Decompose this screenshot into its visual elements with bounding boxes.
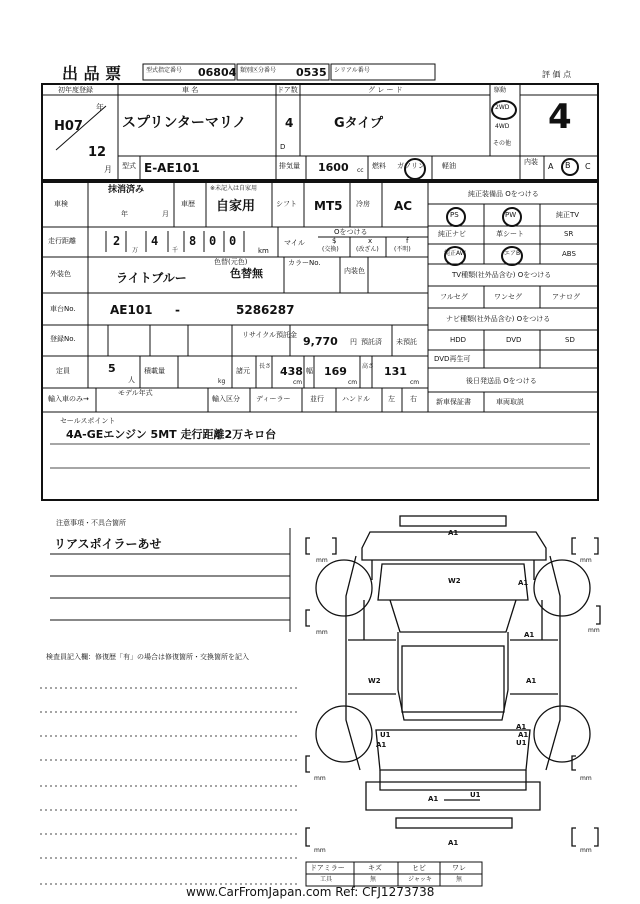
mm-6: mm xyxy=(580,775,592,782)
left-label: 左 xyxy=(388,395,395,403)
load-label: 積載量 xyxy=(144,367,165,375)
mile-opt-2: x xyxy=(368,237,373,245)
mark-right-door-rear: A1 xyxy=(526,677,537,685)
mileage-digit-5: 0 xyxy=(229,234,237,248)
recycle-value: 9,770 xyxy=(303,335,338,348)
mile-opt-3-label: (不明) xyxy=(394,246,411,253)
chassis-label: 車台No. xyxy=(50,305,76,313)
first-reg-year-unit: 年 xyxy=(96,103,104,112)
model-value: E-AE101 xyxy=(144,161,200,175)
legend-crack: ヒビ xyxy=(412,864,426,872)
mark-rear-trunk: A1 xyxy=(448,839,459,847)
interior-c: C xyxy=(585,162,591,171)
fuel-gas-circle xyxy=(404,158,426,180)
recycle-unpaid: 未預託 xyxy=(396,338,417,346)
equip-leather: 革シート xyxy=(496,230,524,238)
width-label: 幅 xyxy=(306,367,313,375)
height-value: 131 xyxy=(384,365,407,378)
later-warranty: 新車保証書 xyxy=(436,398,471,406)
recycle-label: リサイクル預託金 xyxy=(242,331,298,339)
legend-mirror: ドアミラー xyxy=(310,864,345,872)
mileage-digit-1: 2 xyxy=(113,234,121,248)
tv-analog: アナログ xyxy=(552,293,580,301)
color-change-value: 色替無 xyxy=(230,267,263,280)
usage-note: ※未記入は自家用 xyxy=(210,185,258,192)
length-value: 438 xyxy=(280,365,303,378)
score-value: 4 xyxy=(548,97,572,137)
model-year-label: モデル年式 xyxy=(118,389,153,397)
navi-dvd: DVD xyxy=(506,336,522,344)
class-label: 類別区分番号 xyxy=(240,67,277,74)
mileage-label: 走行距離 xyxy=(48,237,76,245)
car-name-label: 車 名 xyxy=(182,86,199,94)
reg-label: 登録No. xyxy=(50,335,76,343)
legend-break: ワレ xyxy=(452,864,466,872)
mark-right-rear-a1: A1 xyxy=(516,723,527,731)
grade-value: Gタイプ xyxy=(334,116,384,131)
fuel-diesel: 軽油 xyxy=(442,162,456,170)
mile-opt-1: $ xyxy=(332,237,337,245)
notes-text: リアスポイラーあせ xyxy=(54,537,162,551)
mark-front-right: A1 xyxy=(518,579,529,587)
dims-label: 諸元 xyxy=(236,367,250,375)
capacity-unit: 人 xyxy=(128,376,135,384)
mm-7: mm xyxy=(314,847,326,854)
shaken-year-unit: 年 xyxy=(121,210,128,218)
legend-jack: ジャッキ xyxy=(408,876,432,883)
serial-label: シリアル番号 xyxy=(334,67,370,74)
mark-right-rear-u1: U1 xyxy=(516,739,527,747)
mile-opt-3: f xyxy=(406,237,409,245)
equip-tv: 純正TV xyxy=(556,211,580,219)
parallel-label: 並行 xyxy=(310,395,324,403)
notes-label: 注意事項・不具合箇所 xyxy=(56,519,126,527)
man-unit: 万 xyxy=(132,247,139,254)
form-title: 出 品 票 xyxy=(62,64,122,83)
mile-opt-1-label: (交換) xyxy=(322,246,339,253)
later-manual: 車両取説 xyxy=(496,398,524,406)
mark-left-rear-a1: A1 xyxy=(376,741,387,749)
shaken-label: 車検 xyxy=(54,200,68,208)
mm-8: mm xyxy=(580,847,592,854)
mark-left-rear-u1: U1 xyxy=(380,731,391,739)
displacement-label: 排気量 xyxy=(279,162,300,170)
later-title: 後日発送品 Oをつける xyxy=(466,377,537,385)
km-unit: km xyxy=(258,247,269,255)
mile-label: マイル xyxy=(284,239,305,247)
mark-left-door: W2 xyxy=(368,677,381,685)
mile-circle-hint: Oをつける xyxy=(334,228,368,236)
mm-3: mm xyxy=(316,629,328,636)
mm-1: mm xyxy=(316,557,328,564)
doors-value: 4 xyxy=(285,116,294,130)
color-no-label: カラーNo. xyxy=(288,259,321,267)
ac-label: 冷房 xyxy=(356,200,370,208)
import-class-label: 輸入区分 xyxy=(212,395,240,403)
interior-label: 内装 xyxy=(524,158,538,166)
drive-4wd: 4WD xyxy=(495,123,510,130)
legend-jack-value: 無 xyxy=(456,876,463,883)
first-reg-era: H07 xyxy=(54,119,83,134)
type-cert-label: 型式指定番号 xyxy=(146,67,183,74)
height-label: 高さ xyxy=(362,363,375,370)
width-value: 169 xyxy=(324,365,347,378)
interior-color-label: 内装色 xyxy=(344,267,365,275)
mark-right-door-front: A1 xyxy=(524,631,535,639)
mark-right-rear-a1-2: A1 xyxy=(518,731,529,739)
doors-label: ドア数 xyxy=(277,86,298,94)
drive-other: その他 xyxy=(493,140,512,147)
mm-2: mm xyxy=(580,557,592,564)
equip-pw: PW xyxy=(505,211,517,219)
load-unit: kg xyxy=(218,378,226,385)
color-label: 外装色 xyxy=(50,270,71,278)
mark-rear-bumper-u1: U1 xyxy=(470,791,481,799)
sales-point-text: 4A-GEエンジン 5MT 走行距離2万キロ台 xyxy=(66,428,277,441)
doors-unit: D xyxy=(280,143,286,151)
legend-scratch: キズ xyxy=(368,864,382,872)
first-reg-month-unit: 月 xyxy=(104,165,112,174)
equip-ps: PS xyxy=(450,211,459,219)
inspector-label: 検査員記入欄：修復歴「有」の場合は修復箇所・交換箇所を記入 xyxy=(46,653,249,661)
first-reg-month: 12 xyxy=(88,145,107,160)
mileage-digit-3: 8 xyxy=(189,234,197,248)
equip-airbag: エアB xyxy=(504,250,521,257)
model-label: 型式 xyxy=(122,162,136,170)
import-label: 輸入車のみ→ xyxy=(48,395,89,403)
class-value: 0535 xyxy=(296,66,327,79)
mile-opt-2-label: (改ざん) xyxy=(356,246,379,253)
chassis-prefix: AE101 xyxy=(110,303,153,317)
recycle-unit: 円 xyxy=(350,338,357,346)
capacity-value: 5 xyxy=(108,362,116,375)
sen-unit: 千 xyxy=(172,247,179,254)
legend-tool-value: 無 xyxy=(370,876,377,883)
navi-hdd: HDD xyxy=(450,336,467,344)
navi-title: ナビ種類(社外品含む) Oをつける xyxy=(446,315,551,323)
shaken-value: 抹消済み xyxy=(108,185,145,195)
dealer-label: ディーラー xyxy=(256,395,291,403)
car-name: スプリンターマリノ xyxy=(122,115,247,131)
recycle-paid: 預託済 xyxy=(361,338,382,346)
drive-2wd: 2WD xyxy=(495,104,510,111)
capacity-label: 定員 xyxy=(56,367,70,375)
sales-point-label: セールスポイント xyxy=(60,417,116,425)
interior-b: B xyxy=(565,161,571,170)
mark-rear-bumper-a1: A1 xyxy=(428,795,439,803)
ac-value: AC xyxy=(394,199,413,213)
fuel-gas: ガソリン xyxy=(397,162,425,170)
shaken-month-unit: 月 xyxy=(162,210,169,218)
grade-label: グ レ ー ド xyxy=(368,86,403,94)
usage-value: 自家用 xyxy=(216,199,256,214)
footer-ref: www.CarFromJapan.com Ref: CFJ1273738 xyxy=(186,885,435,899)
mark-hood: W2 xyxy=(448,577,461,585)
mileage-digit-2: 4 xyxy=(151,234,159,248)
usage-label: 車歴 xyxy=(181,200,195,208)
chassis-dash: - xyxy=(175,303,180,317)
navi-dvd-play: DVD再生可 xyxy=(434,355,471,363)
width-unit: cm xyxy=(348,379,358,386)
steering-label: ハンドル xyxy=(342,395,370,403)
legend-tool: 工具 xyxy=(320,876,333,883)
displacement-unit: cc xyxy=(357,167,364,174)
interior-a: A xyxy=(548,162,554,171)
tv-fullseg: フルセグ xyxy=(440,293,468,301)
color-value: ライトブルー xyxy=(116,271,187,285)
fuel-label: 燃料 xyxy=(372,162,386,170)
mark-front-bumper: A1 xyxy=(448,529,459,537)
length-unit: cm xyxy=(293,379,303,386)
score-label: 評 価 点 xyxy=(542,70,572,79)
navi-sd: SD xyxy=(565,336,575,344)
equip-navi: 純正ナビ xyxy=(438,230,466,238)
mm-4: mm xyxy=(588,627,600,634)
mm-5: mm xyxy=(314,775,326,782)
equip-aw: 純正AW xyxy=(444,250,466,257)
type-cert-value: 06804 xyxy=(198,66,237,79)
equip-sr: SR xyxy=(564,230,574,238)
first-reg-label: 初年度登録 xyxy=(58,86,93,94)
drive-label: 駆動 xyxy=(494,87,507,94)
tv-oneseg: ワンセグ xyxy=(494,293,522,301)
length-label: 長さ xyxy=(259,363,272,370)
height-unit: cm xyxy=(410,379,420,386)
color-change-label: 色替(元色) xyxy=(214,258,248,266)
genuine-title: 純正装備品 Oをつける xyxy=(468,190,539,198)
chassis-number: 5286287 xyxy=(236,303,295,317)
right-label: 右 xyxy=(410,395,417,403)
shift-value: MT5 xyxy=(314,199,343,213)
shift-label: シフト xyxy=(276,200,297,208)
equip-abs: ABS xyxy=(562,250,576,258)
mileage-digit-4: 0 xyxy=(209,234,217,248)
displacement-value: 1600 xyxy=(318,161,349,174)
tv-title: TV種類(社外品含む) Oをつける xyxy=(452,271,552,279)
